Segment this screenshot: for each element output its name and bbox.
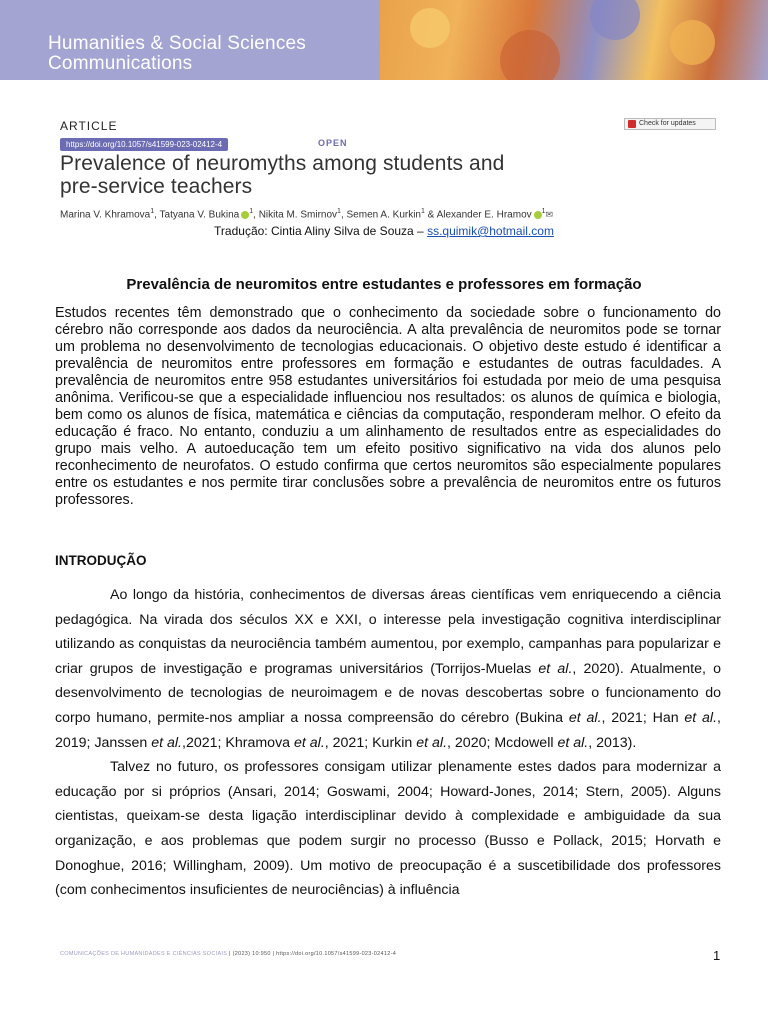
page-number: 1	[713, 948, 721, 963]
author-affiliation: 1	[249, 208, 254, 215]
envelope-icon[interactable]: ✉	[545, 209, 554, 220]
citation-etal: et al.	[294, 734, 325, 751]
crossmark-icon	[628, 120, 636, 128]
open-access-label: OPEN	[318, 138, 348, 148]
citation-etal: et al.	[557, 734, 589, 751]
author-name[interactable]: Semen A. Kurkin	[346, 209, 421, 221]
orcid-icon[interactable]	[534, 211, 542, 219]
article-title-line2: pre-service teachers	[60, 175, 253, 198]
footer-meta: | (2023) 10:950 | https://doi.org/10.1057/s41599-023-02412-4	[227, 951, 397, 957]
author-name[interactable]: Alexander E. Hramov	[436, 209, 532, 221]
citation-etal: et al.	[568, 709, 602, 726]
author-affiliation: 1	[421, 208, 425, 215]
article-type-label: ARTICLE	[60, 119, 118, 133]
author-name[interactable]: Marina V. Khramova	[60, 209, 151, 221]
paragraph-text: Ao longo da história, conhecimentos de diversas áreas científicas vem enriquecendo a ciência pedagógica. Na virada dos séculos XX e XXI, o interesse pela investigação cognitiva interdisciplinar utilizando as conquistas da neurociência também aumentou, por exemplo, campanhas para popularizar e criar grupos de investigação e programas universitários (Torrijos-Muelas	[55, 587, 721, 677]
banner-decoration	[380, 0, 768, 80]
translation-credit	[0, 224, 768, 238]
paragraph-text: , 2020). Atualmente, o desenvolvimento de tecnologias de neuroimagem e de novas descobertas sobre o funcionamento do corpo humano, permite-nos ampliar a nossa compreensão do cérebro (Bukina	[55, 660, 721, 726]
citation-etal: et al.	[416, 734, 448, 751]
abstract: Estudos recentes têm demonstrado que o conhecimento da sociedade sobre o funcionamento do cérebro não corresponde aos dados da neurociência. A alta prevalência de neuromitos pode se tornar um problema no desenvolvimento de tecnologias educacionais. O objetivo deste estudo é identificar a prevalência de neuromitos entre professores em formação e estudantes de outras faculdades. A prevalência de neuromitos entre 958 estudantes universitários foi estudada por meio de uma pesquisa anônima. Verificou-se que a especialidade influenciou nos resultados: os alunos de química e biologia, bem como os alunos de física, matemática e ciências da computação, responderam melhor. O efeito da educação é fraco. No entanto, conduziu a um alinhamento de resultados entre as especialidades do grupo mais velho. A autoeducação tem um efeito positivo significativo na vida dos alunos pelo reconhecimento de neurofatos. O estudo confirma que certos neuromitos são especialmente populares entre os estudantes e nos permite tirar conclusões sobre a prevalência de neuromitos entre os futuros professores.	[55, 305, 721, 508]
author-name[interactable]: Tatyana V. Bukina	[159, 209, 240, 221]
paragraph-text: , 2013).	[588, 734, 637, 751]
footer-journal: COMUNICAÇÕES DE HUMANIDADES E CIÊNCIAS SOCIAIS	[60, 951, 228, 957]
article-title	[60, 152, 720, 198]
journal-name	[48, 34, 306, 74]
journal-name-line1: Humanities & Social Sciences	[48, 33, 306, 54]
citation-etal: et al.	[538, 660, 573, 677]
section-heading-introduction: INTRODUÇÃO	[55, 553, 147, 568]
citation-etal: et al.	[684, 709, 718, 726]
author-separator: ,	[154, 209, 160, 221]
author-affiliation: 1	[150, 208, 155, 215]
author-affiliation: 1	[541, 208, 546, 215]
author-name[interactable]: Nikita M. Smirnov	[258, 209, 338, 221]
author-separator: ,	[340, 209, 347, 221]
translated-title: Prevalência de neuromitos entre estudantes e professores em formação	[126, 276, 642, 293]
paragraph-text: , 2021; Kurkin	[324, 734, 417, 751]
author-separator: &	[424, 209, 437, 221]
translation-credit-text: Tradução: Cintia Aliny Silva de Souza –	[214, 224, 428, 238]
journal-banner	[0, 0, 768, 80]
paragraph-text: Talvez no futuro, os professores consigam utilizar plenamente estes dados para modernizar a educação por si próprios (Ansari, 2014; Goswami, 2004; Howard-Jones, 2014; Stern, 2005). Alguns cientistas, queixam-se desta ligação interdisciplinar devido à complexidade e ambiguidade da sua organização, e aos problemas que podem surgir no processo (Busso e Pollack, 2015; Horvath e Donoghue, 2016; Willingham, 2009). Um motivo de preocupação é a suscetibilidade dos professores (com conhecimentos insuficientes de neurociências) à influência	[55, 759, 721, 899]
page-footer	[60, 951, 396, 957]
doi-link[interactable]: https://doi.org/10.1057/s41599-023-02412-4	[60, 138, 228, 151]
check-updates-button[interactable]	[624, 118, 716, 130]
journal-name-line2: Communications	[48, 53, 193, 74]
introduction-body	[55, 583, 721, 903]
author-separator: ,	[253, 209, 259, 221]
check-updates-label: Check for updates	[639, 120, 696, 127]
paragraph-text: , 2021; Han	[601, 709, 685, 726]
article-title-line1: Prevalence of neuromyths among students and	[60, 152, 505, 175]
paragraph-text: ,2021; Khramova	[182, 734, 294, 751]
body-paragraph	[55, 583, 721, 755]
paragraph-text: , 2020; Mcdowell	[447, 734, 558, 751]
author-list	[60, 208, 730, 220]
author-affiliation: 1	[337, 208, 341, 215]
body-paragraph	[55, 755, 721, 903]
translator-email-link[interactable]: ss.quimik@hotmail.com	[427, 224, 554, 238]
citation-etal: et al.	[151, 734, 182, 751]
paragraph-text: , 2019; Janssen	[55, 709, 721, 751]
